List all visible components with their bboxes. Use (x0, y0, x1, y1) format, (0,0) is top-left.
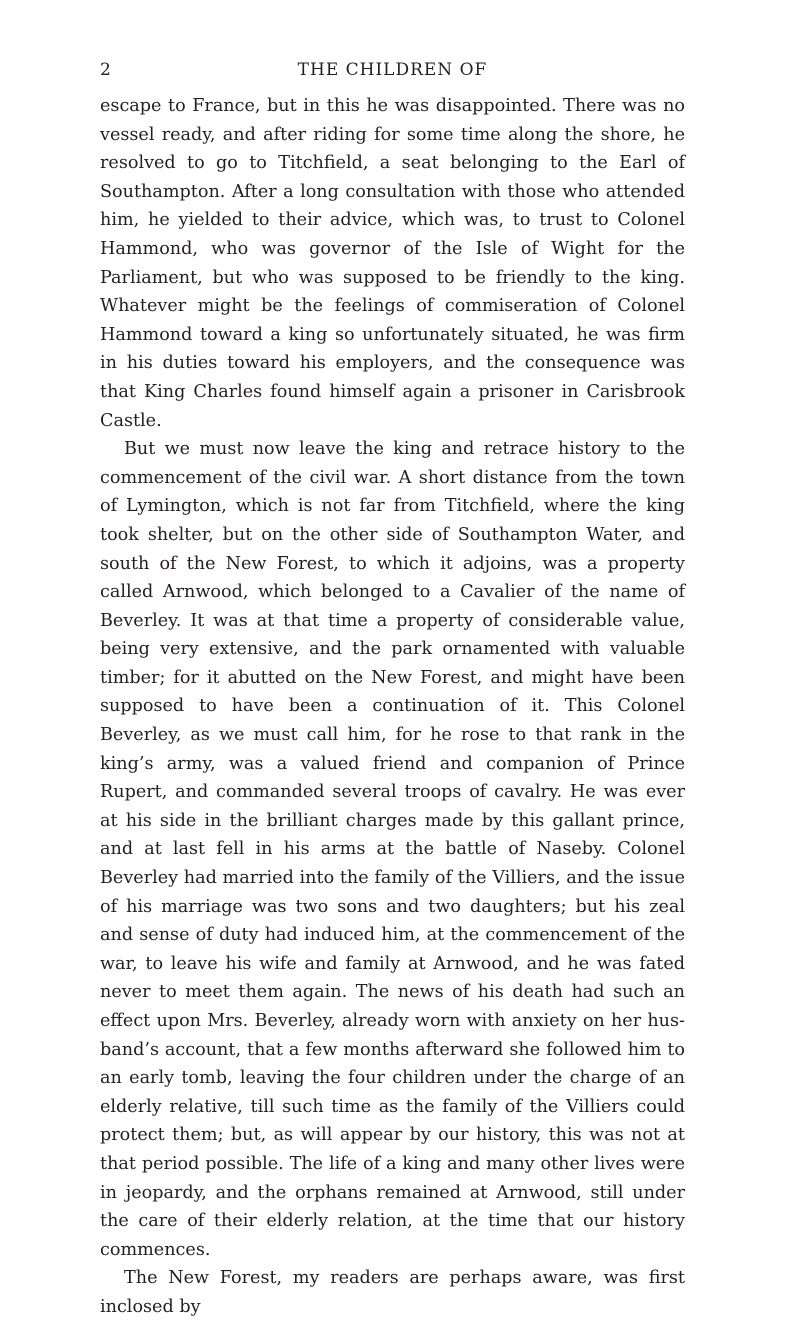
body-text (100, 92, 685, 1322)
page-number: 2 (100, 60, 112, 80)
book-page (100, 58, 685, 1317)
running-title: THE CHILDREN OF (297, 60, 488, 80)
running-header (100, 58, 685, 92)
paragraph-arnwood: But we must now leave the king and retrace history to the commencement of the civil war. A short distance from the town of Lymington, which is not far from Titchfield, where the king took shelter, but on the other side of Southampton Water, and south of the New Forest, to which it adjoins, was a property called Arnwood, which belonged to a Cavalier of the name of Beverley. It was at that time a property of considerable value, being very extensive, and the park ornamented with valuable timber; for it abutted on the New Forest, and might have been supposed to have been a continuation of it. This Colonel Beverley, as we must call him, for he rose to that rank in the king’s army, was a valued friend and companion of Prince Rupert, and commanded several troops of cavalry. He was ever at his side in the brilliant charges made by this gallant prince, and at last fell in his arms at the battle of Naseby. Colonel Beverley had married into the family of the Villiers, and the issue of his marriage was two sons and two daughters; but his zeal and sense of duty had induced him, at the commencement of the war, to leave his wife and family at Arnwood, and he was fated never to meet them again. The news of his death had such an effect upon Mrs. Beverley, already worn with anxiety on her husband’s account, that a few months afterward she followed him to an early tomb, leaving the four children under the charge of an elderly relative, till such time as the family of the Villiers could protect them; but, as will appear by our history, this was not at that period possible. The life of a king and many other lives were in jeopardy, and the orphans remained at Arnwood, still under the care of their elderly relation, at the time that our history commences. (100, 439, 685, 1260)
paragraph-continued: escape to France, but in this he was disappointed. There was no vessel ready, and after riding for some time along the shore, he resolved to go to Titchfield, a seat belonging to the Earl of Southampton. After a long consultation with those who attended him, he yielded to their advice, which was, to trust to Colonel Hammond, who was governor of the Isle of Wight for the Parliament, but who was supposed to be friendly to the king. Whatever might be the feelings of commiseration of Colonel Hammond toward a king so unfortunately situated, he was firm in his duties toward his employers, and the consequence was that King Charles found himself again a prisoner in Carisbrook Castle. (100, 96, 685, 431)
paragraph-new-forest: The New Forest, my readers are perhaps aware, was first inclosed by (100, 1268, 685, 1317)
